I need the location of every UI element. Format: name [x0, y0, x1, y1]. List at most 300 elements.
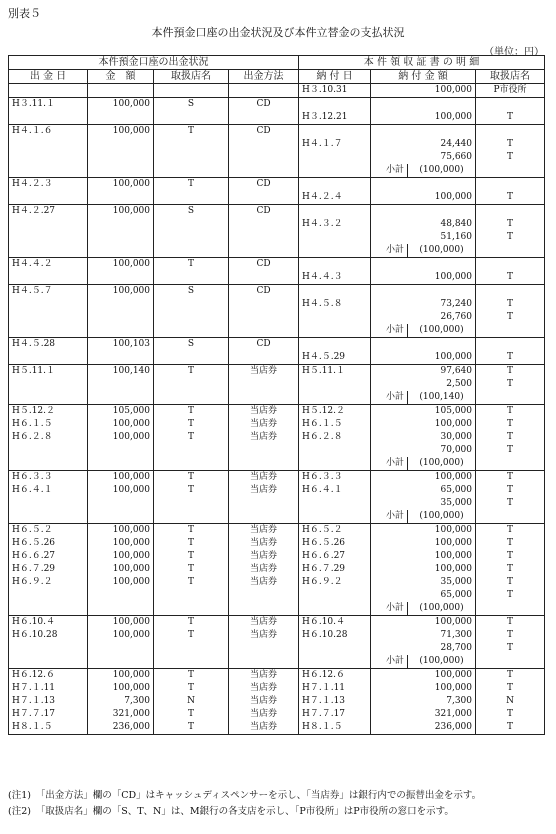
withdrawal-date: H４.２.３ — [9, 178, 88, 192]
withdrawal-branch: T — [154, 563, 229, 576]
payment-branch: T — [476, 682, 545, 695]
payment-branch: T — [476, 351, 545, 365]
withdrawal-date: H４.４.２ — [9, 258, 88, 272]
payment-amount: 24,440 — [371, 138, 476, 151]
withdrawal-method — [229, 111, 299, 125]
withdrawal-amount: 100,000 — [88, 205, 154, 219]
withdrawal-branch: T — [154, 524, 229, 538]
empty-cell — [229, 510, 299, 524]
table-row — [9, 111, 545, 125]
empty-cell — [229, 602, 299, 616]
withdrawal-amount: 100,000 — [88, 524, 154, 538]
table-row — [9, 484, 545, 497]
payment-date — [299, 338, 371, 352]
table-row — [9, 550, 545, 563]
payment-date: H６.１.５ — [299, 418, 371, 431]
withdrawal-date — [9, 298, 88, 311]
withdrawal-branch — [154, 271, 229, 285]
empty-cell — [154, 655, 229, 669]
empty-cell — [476, 655, 545, 669]
withdrawal-amount — [88, 298, 154, 311]
withdrawal-branch — [154, 191, 229, 205]
table-row — [9, 285, 545, 299]
withdrawal-amount: 100,000 — [88, 563, 154, 576]
payment-amount: 2,500 — [371, 378, 476, 391]
withdrawal-branch — [154, 444, 229, 457]
withdrawal-date: H６.10.４ — [9, 616, 88, 630]
withdrawal-amount: 105,000 — [88, 405, 154, 419]
withdrawal-amount — [88, 642, 154, 655]
table-row — [9, 138, 545, 151]
table-row — [9, 629, 545, 642]
payment-date: H６.９.２ — [299, 576, 371, 589]
payment-date: H６.６.27 — [299, 550, 371, 563]
payment-date: H６.10.28 — [299, 629, 371, 642]
withdrawal-branch: T — [154, 537, 229, 550]
table-row — [9, 669, 545, 683]
withdrawal-date: H６.１.５ — [9, 418, 88, 431]
payment-branch: T — [476, 231, 545, 244]
withdrawal-amount — [88, 311, 154, 324]
payment-amount — [371, 285, 476, 299]
withdrawal-amount — [88, 191, 154, 205]
withdrawal-amount: 100,000 — [88, 471, 154, 485]
payment-amount — [371, 98, 476, 112]
table-row — [9, 191, 545, 205]
withdrawal-method: 当店券 — [229, 576, 299, 589]
withdrawal-method: 当店券 — [229, 524, 299, 538]
withdrawal-method — [229, 138, 299, 151]
payment-branch: T — [476, 576, 545, 589]
section-header-row — [9, 56, 545, 70]
withdrawal-date: H６.９.２ — [9, 576, 88, 589]
payment-branch — [476, 338, 545, 352]
withdrawal-branch — [154, 84, 229, 98]
table-row — [9, 616, 545, 630]
withdrawal-method: 当店券 — [229, 550, 299, 563]
payment-branch: T — [476, 550, 545, 563]
withdrawal-amount: 236,000 — [88, 721, 154, 735]
payment-amount: 26,760 — [371, 311, 476, 324]
payment-amount: 100,000 — [371, 84, 476, 98]
withdrawal-date: H６.４.１ — [9, 484, 88, 497]
withdrawal-amount: 100,000 — [88, 98, 154, 112]
section-withdrawals: 本件預金口座の出金状況 — [9, 56, 299, 70]
withdrawal-method — [229, 378, 299, 391]
withdrawal-branch: T — [154, 576, 229, 589]
withdrawal-branch: T — [154, 669, 229, 683]
withdrawal-branch: S — [154, 338, 229, 352]
withdrawal-date — [9, 497, 88, 510]
empty-cell — [88, 457, 154, 471]
withdrawal-method: 当店券 — [229, 405, 299, 419]
payment-branch: T — [476, 111, 545, 125]
subtotal-row — [9, 510, 545, 524]
payment-date: H７.１.11 — [299, 682, 371, 695]
withdrawal-date: H５.12.２ — [9, 405, 88, 419]
withdrawal-branch: T — [154, 616, 229, 630]
withdrawal-method — [229, 642, 299, 655]
payment-amount: 100,000 — [371, 191, 476, 205]
empty-cell — [476, 324, 545, 338]
withdrawal-amount — [88, 444, 154, 457]
withdrawal-date: H６.７.29 — [9, 563, 88, 576]
table-row — [9, 721, 545, 735]
empty-cell — [9, 457, 88, 471]
section-receipts: 本 件 領 収 証 書 の 明 細 — [299, 56, 545, 70]
withdrawal-method: CD — [229, 98, 299, 112]
withdrawal-method: 当店券 — [229, 563, 299, 576]
withdrawal-branch — [154, 642, 229, 655]
withdrawal-date: H７.７.17 — [9, 708, 88, 721]
empty-cell — [88, 391, 154, 405]
payment-date: H６.12.６ — [299, 669, 371, 683]
payment-branch — [476, 178, 545, 192]
payment-branch — [476, 258, 545, 272]
subtotal-label: 小計 — [371, 602, 408, 616]
withdrawal-method: 当店券 — [229, 365, 299, 379]
withdrawal-amount: 100,103 — [88, 338, 154, 352]
payment-amount: 236,000 — [371, 721, 476, 735]
withdrawal-date — [9, 231, 88, 244]
withdrawal-branch — [154, 589, 229, 602]
withdrawal-method: CD — [229, 125, 299, 139]
withdrawal-method — [229, 351, 299, 365]
withdrawal-amount — [88, 231, 154, 244]
empty-cell — [9, 324, 88, 338]
payment-date — [299, 589, 371, 602]
withdrawal-branch — [154, 298, 229, 311]
withdrawal-method: 当店券 — [229, 484, 299, 497]
withdrawal-date — [9, 111, 88, 125]
withdrawal-date — [9, 311, 88, 324]
withdrawal-method: CD — [229, 285, 299, 299]
payment-branch: T — [476, 271, 545, 285]
payment-amount: 35,000 — [371, 576, 476, 589]
withdrawal-method — [229, 298, 299, 311]
withdrawal-branch — [154, 497, 229, 510]
payment-amount: 100,000 — [371, 669, 476, 683]
payment-branch: T — [476, 151, 545, 164]
header-payment-branch: 取扱店名 — [476, 70, 545, 84]
payment-amount: 35,000 — [371, 497, 476, 510]
payment-date: H４.５.８ — [299, 298, 371, 311]
payment-date: H４.３.２ — [299, 218, 371, 231]
payment-branch: T — [476, 405, 545, 419]
payment-branch: T — [476, 669, 545, 683]
payment-amount — [371, 205, 476, 219]
payment-date — [299, 258, 371, 272]
withdrawal-branch: N — [154, 695, 229, 708]
empty-cell — [154, 324, 229, 338]
withdrawal-amount — [88, 589, 154, 602]
withdrawal-method: 当店券 — [229, 431, 299, 444]
payment-branch — [476, 125, 545, 139]
withdrawal-amount — [88, 111, 154, 125]
empty-cell — [88, 602, 154, 616]
empty-cell — [299, 391, 371, 405]
withdrawal-method: CD — [229, 258, 299, 272]
withdrawal-method: 当店券 — [229, 537, 299, 550]
empty-cell — [88, 324, 154, 338]
payment-amount: 100,000 — [371, 550, 476, 563]
header-withdrawal-amount: 金 額 — [88, 70, 154, 84]
empty-cell — [88, 244, 154, 258]
withdrawal-amount: 100,000 — [88, 285, 154, 299]
withdrawal-amount: 100,140 — [88, 365, 154, 379]
payment-date — [299, 378, 371, 391]
withdrawal-method: CD — [229, 178, 299, 192]
withdrawal-date — [9, 444, 88, 457]
withdrawal-amount — [88, 218, 154, 231]
payment-amount: 28,700 — [371, 642, 476, 655]
payment-date: H３.10.31 — [299, 84, 371, 98]
empty-cell — [9, 391, 88, 405]
withdrawal-date: H４.１.６ — [9, 125, 88, 139]
withdrawal-date — [9, 642, 88, 655]
withdrawal-branch — [154, 111, 229, 125]
withdrawal-date — [9, 378, 88, 391]
payment-branch: T — [476, 191, 545, 205]
payment-amount: 48,840 — [371, 218, 476, 231]
withdrawal-method — [229, 589, 299, 602]
footnotes — [8, 788, 481, 820]
subtotal-row — [9, 391, 545, 405]
payment-date: H６.５.26 — [299, 537, 371, 550]
payment-amount: 70,000 — [371, 444, 476, 457]
withdrawal-branch: S — [154, 205, 229, 219]
table-row — [9, 218, 545, 231]
withdrawal-method: CD — [229, 205, 299, 219]
empty-cell — [299, 324, 371, 338]
payment-date: H４.４.３ — [299, 271, 371, 285]
withdrawal-branch — [154, 151, 229, 164]
empty-cell — [154, 164, 229, 178]
empty-cell — [229, 391, 299, 405]
withdrawal-branch: T — [154, 708, 229, 721]
payment-branch: T — [476, 311, 545, 324]
withdrawal-amount: 100,000 — [88, 484, 154, 497]
withdrawal-branch: T — [154, 471, 229, 485]
payment-date — [299, 178, 371, 192]
withdrawal-amount: 100,000 — [88, 258, 154, 272]
empty-cell — [476, 602, 545, 616]
subtotal-amount: (100,000) — [408, 510, 476, 524]
document-title: 本件預金口座の出金状況及び本件立替金の支払状況 — [151, 26, 405, 39]
payment-amount: 65,000 — [371, 589, 476, 602]
table-row — [9, 563, 545, 576]
header-withdrawal-branch: 取扱店名 — [154, 70, 229, 84]
empty-cell — [299, 655, 371, 669]
withdrawal-date: H６.３.３ — [9, 471, 88, 485]
payment-amount — [371, 125, 476, 139]
payment-date — [299, 497, 371, 510]
empty-cell — [476, 244, 545, 258]
payment-amount: 51,160 — [371, 231, 476, 244]
withdrawal-method: 当店券 — [229, 418, 299, 431]
table-row — [9, 444, 545, 457]
withdrawal-date — [9, 138, 88, 151]
payment-amount: 75,660 — [371, 151, 476, 164]
withdrawal-date: H６.10.28 — [9, 629, 88, 642]
empty-cell — [476, 457, 545, 471]
empty-cell — [299, 164, 371, 178]
table-row — [9, 418, 545, 431]
payment-branch: T — [476, 418, 545, 431]
withdrawal-method: 当店券 — [229, 682, 299, 695]
withdrawal-amount: 100,000 — [88, 178, 154, 192]
subtotal-row — [9, 602, 545, 616]
withdrawal-branch — [154, 218, 229, 231]
payment-date: H５.11.１ — [299, 365, 371, 379]
withdrawal-branch: T — [154, 405, 229, 419]
withdrawal-branch: T — [154, 418, 229, 431]
empty-cell — [476, 391, 545, 405]
table-row — [9, 298, 545, 311]
payment-branch: T — [476, 642, 545, 655]
payment-branch: T — [476, 589, 545, 602]
payment-branch: T — [476, 298, 545, 311]
payment-amount: 321,000 — [371, 708, 476, 721]
payment-date — [299, 285, 371, 299]
payment-branch: T — [476, 471, 545, 485]
withdrawal-method: 当店券 — [229, 721, 299, 735]
payment-amount: 100,000 — [371, 563, 476, 576]
empty-cell — [9, 510, 88, 524]
payment-branch: T — [476, 708, 545, 721]
payment-amount: 100,000 — [371, 524, 476, 538]
payment-branch: P市役所 — [476, 84, 545, 98]
column-header-row — [9, 70, 545, 84]
payment-branch: T — [476, 378, 545, 391]
empty-cell — [154, 391, 229, 405]
subtotal-label: 小計 — [371, 391, 408, 405]
empty-cell — [154, 244, 229, 258]
subtotal-label: 小計 — [371, 324, 408, 338]
subtotal-label: 小計 — [371, 655, 408, 669]
withdrawal-amount: 100,000 — [88, 550, 154, 563]
attachment-label: 別表５ — [8, 7, 41, 20]
table-row — [9, 84, 545, 98]
payment-amount — [371, 338, 476, 352]
empty-cell — [88, 655, 154, 669]
payment-date — [299, 98, 371, 112]
withdrawal-amount: 100,000 — [88, 616, 154, 630]
withdrawal-date: H６.５.26 — [9, 537, 88, 550]
withdrawal-date — [9, 84, 88, 98]
payment-amount: 73,240 — [371, 298, 476, 311]
withdrawal-amount — [88, 84, 154, 98]
withdrawal-amount — [88, 138, 154, 151]
table-row — [9, 431, 545, 444]
payment-branch: T — [476, 616, 545, 630]
payment-amount: 100,000 — [371, 111, 476, 125]
payment-date: H７.７.17 — [299, 708, 371, 721]
withdrawal-branch: T — [154, 484, 229, 497]
subtotal-row — [9, 164, 545, 178]
table-row — [9, 524, 545, 538]
payment-date: H６.５.２ — [299, 524, 371, 538]
payment-amount: 100,000 — [371, 682, 476, 695]
withdrawal-amount: 100,000 — [88, 418, 154, 431]
withdrawal-branch: T — [154, 178, 229, 192]
withdrawal-branch: S — [154, 285, 229, 299]
table-row — [9, 258, 545, 272]
table-row — [9, 708, 545, 721]
subtotal-label: 小計 — [371, 244, 408, 258]
header-payment-amount: 納 付 金 額 — [371, 70, 476, 84]
payment-amount: 105,000 — [371, 405, 476, 419]
withdrawal-date — [9, 351, 88, 365]
withdrawal-amount — [88, 497, 154, 510]
payment-date: H５.12.２ — [299, 405, 371, 419]
empty-cell — [9, 244, 88, 258]
payment-branch: T — [476, 431, 545, 444]
withdrawal-branch — [154, 351, 229, 365]
footnote-1: (注1) 「出金方法」欄の「CD」はキャッシュディスペンサーを示し、「当店券」は銀行内での振替出金を示す。 — [8, 790, 482, 801]
withdrawal-branch — [154, 138, 229, 151]
empty-cell — [299, 244, 371, 258]
payment-branch: T — [476, 365, 545, 379]
subtotal-amount: (100,000) — [408, 457, 476, 471]
table-row — [9, 351, 545, 365]
empty-cell — [229, 244, 299, 258]
payment-branch: T — [476, 537, 545, 550]
withdrawal-method: 当店券 — [229, 695, 299, 708]
empty-cell — [476, 510, 545, 524]
payment-date: H７.１.13 — [299, 695, 371, 708]
withdrawal-method — [229, 218, 299, 231]
withdrawal-amount — [88, 271, 154, 285]
withdrawal-amount: 321,000 — [88, 708, 154, 721]
empty-cell — [299, 602, 371, 616]
withdrawal-method: 当店券 — [229, 708, 299, 721]
subtotal-label: 小計 — [371, 457, 408, 471]
withdrawal-amount: 100,000 — [88, 576, 154, 589]
payment-amount: 100,000 — [371, 616, 476, 630]
withdrawal-branch: T — [154, 550, 229, 563]
withdrawal-branch: T — [154, 682, 229, 695]
subtotal-amount: (100,000) — [408, 655, 476, 669]
payment-date: H６.７.29 — [299, 563, 371, 576]
withdrawal-method — [229, 444, 299, 457]
payment-date — [299, 311, 371, 324]
withdrawal-method — [229, 497, 299, 510]
table-row — [9, 178, 545, 192]
subtotal-amount: (100,000) — [408, 244, 476, 258]
payment-date: H６.２.８ — [299, 431, 371, 444]
withdrawal-amount — [88, 378, 154, 391]
withdrawal-amount — [88, 351, 154, 365]
payment-amount: 30,000 — [371, 431, 476, 444]
payment-branch: T — [476, 524, 545, 538]
table-row — [9, 205, 545, 219]
empty-cell — [229, 324, 299, 338]
withdrawal-branch: T — [154, 629, 229, 642]
table-row — [9, 589, 545, 602]
table-row — [9, 98, 545, 112]
empty-cell — [229, 457, 299, 471]
withdrawal-method: 当店券 — [229, 471, 299, 485]
payment-branch: T — [476, 563, 545, 576]
empty-cell — [229, 655, 299, 669]
withdrawal-branch — [154, 231, 229, 244]
withdrawal-date: H７.１.11 — [9, 682, 88, 695]
empty-cell — [9, 655, 88, 669]
table-row — [9, 311, 545, 324]
withdrawal-amount: 100,000 — [88, 669, 154, 683]
payment-branch: T — [476, 721, 545, 735]
